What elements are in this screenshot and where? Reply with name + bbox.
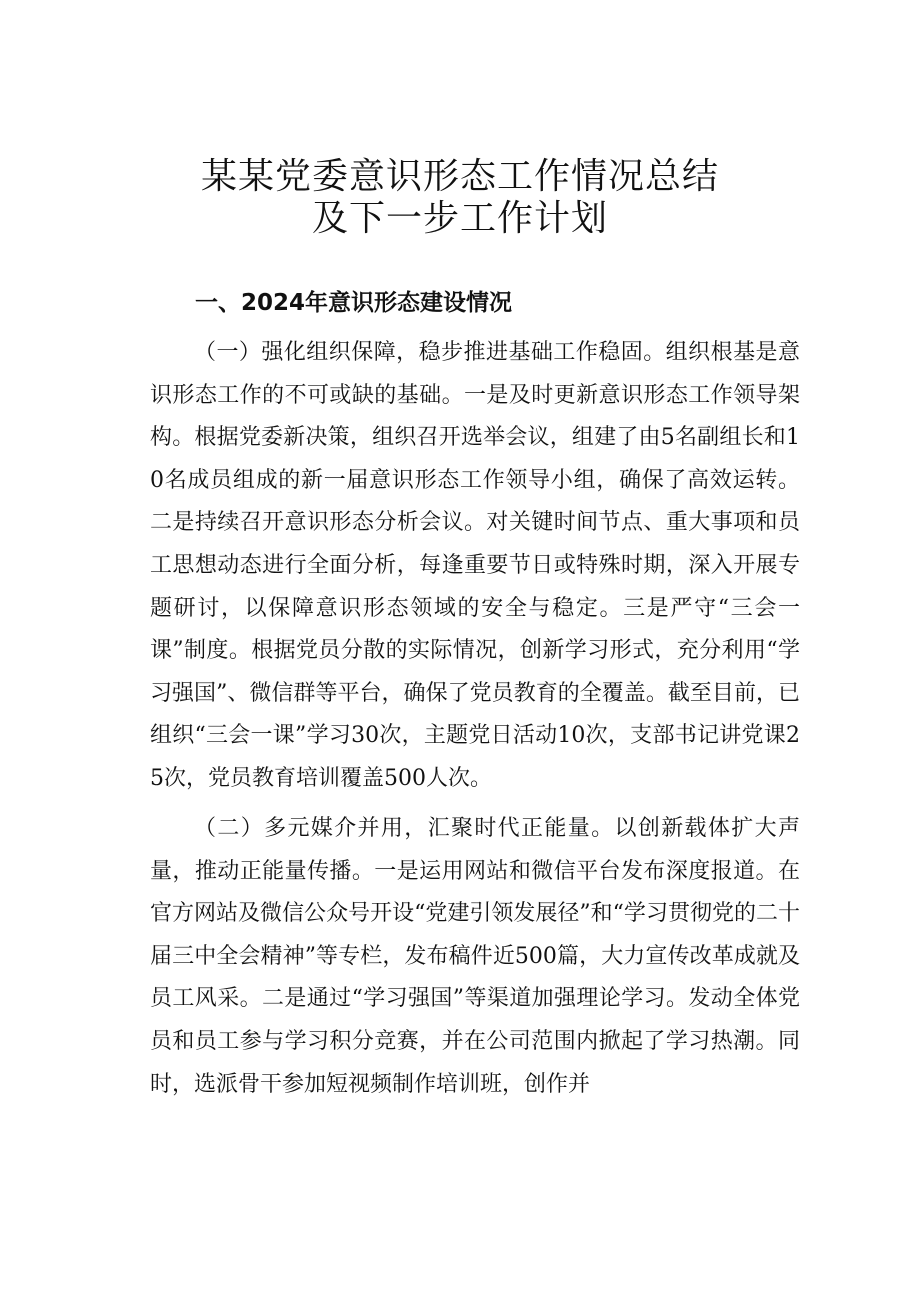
section-heading: 一、2024年意识形态建设情况 (195, 290, 513, 316)
document-title-line-2: 及下一步工作计划 (311, 198, 608, 239)
paragraph: （一）强化组织保障，稳步推进基础工作稳固。组织根基是意识形态工作的不可或缺的基础。一是及时更新意识形态工作领导架构。根据党委新决策，组织召开选举会议，组建了由5名副组长和10名成员组成的新一届意识形态工作领导小组，确保了高效运转。二是持续召开意识形态分析会议。对关键时间节点、重大事项和员工思想动态进行全面分析，每逢重要节日或特殊时期，深入开展专题研讨，以保障意识形态领域的安全与稳定。三是严守“三会一课”制度。根据党员分散的实际情况，创新学习形式，充分利用“学习强国”、微信群等平台，确保了党员教育的全覆盖。截至目前，已组织“三会一课”学习30次，主题党日活动10次，支部书记讲党课25次，党员教育培训覆盖500人次。 (150, 340, 800, 791)
document-title-line-1: 某某党委意识形态工作情况总结 (200, 156, 719, 197)
paragraph: （二）多元媒介并用，汇聚时代正能量。以创新载体扩大声量，推动正能量传播。一是运用网站和微信平台发布深度报道。在官方网站及微信公众号开设“党建引领发展径”和“学习贯彻党的二十届三中全会精神”等专栏，发布稿件近500篇，大力宣传改革成就及员工风采。二是通过“学习强国”等渠道加强理论学习。发动全体党员和员工参与学习积分竞赛，并在公司范围内掀起了学习热潮。同时，选派骨干参加短视频制作培训班，创作并 (150, 816, 800, 1097)
